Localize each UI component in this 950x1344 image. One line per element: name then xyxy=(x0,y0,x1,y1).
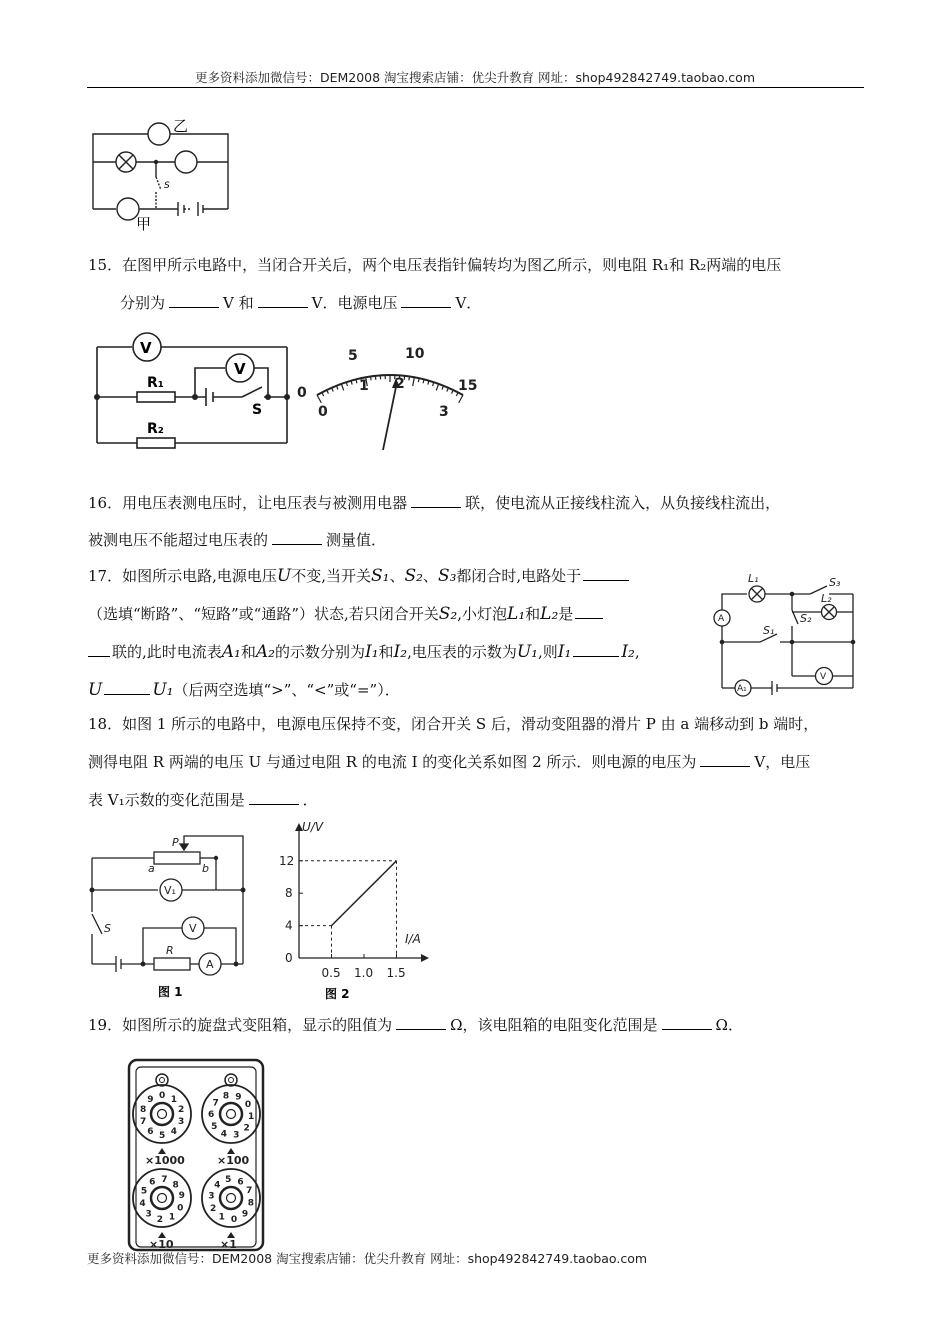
dial-tick xyxy=(317,395,321,403)
dial-tick xyxy=(371,376,372,380)
q15-line2: 分别为 V 和 V．电源电压 V． xyxy=(120,294,482,312)
q18-line1: 18．如图 1 所示的电路中，电源电压保持不变，闭合开关 S 后，滑动变阻器的滑片 P 由 a 端移动到 b 端时， xyxy=(88,715,819,733)
q19-blank-range[interactable] xyxy=(662,1015,712,1030)
dial-digit: 0 xyxy=(230,1214,238,1225)
dial-digit: 4 xyxy=(170,1127,178,1138)
dial-tick xyxy=(447,388,449,392)
fig14-label-s: S xyxy=(164,181,170,191)
fig15-r1-label: R₁ xyxy=(147,375,164,391)
dial-digit: 0 xyxy=(159,1091,166,1101)
fig14-label-jia: 甲 xyxy=(136,215,152,232)
q15-blank-r1[interactable] xyxy=(169,293,219,308)
fig14-label-yi: 乙 xyxy=(173,117,189,135)
fig15-circuit xyxy=(92,330,292,450)
dial-digit: 1 xyxy=(168,1212,176,1223)
fig18-r-label: R xyxy=(166,944,174,957)
q18-blank-source[interactable] xyxy=(700,752,750,767)
dial-digit: 9 xyxy=(235,1092,242,1103)
graph-xlabel: I/A xyxy=(405,932,421,946)
dial-100[interactable] xyxy=(202,1085,260,1143)
fig18-caption1: 图 1 xyxy=(158,985,183,999)
dial-tick xyxy=(341,384,343,391)
graph-data-line xyxy=(332,861,397,926)
fig17-l1-label: L₁ xyxy=(748,572,759,585)
dial-tick xyxy=(409,376,410,380)
dial-digit: 1 xyxy=(218,1212,225,1223)
dial-digit: 8 xyxy=(139,1104,147,1115)
dial-digit: 5 xyxy=(159,1131,166,1141)
dial-digit: 2 xyxy=(178,1104,185,1115)
graph-ylabel: U/V xyxy=(302,820,324,834)
dial-tick xyxy=(459,395,463,403)
q17-blank-connection-a[interactable] xyxy=(575,604,603,619)
fig15-s-label: S xyxy=(252,402,263,418)
dial-digit: 7 xyxy=(139,1117,147,1128)
fig18-ammeter-label: A xyxy=(206,958,214,971)
fig17-s2-label: S₂ xyxy=(800,612,812,625)
fig15-top-10: 10 xyxy=(405,346,425,362)
fig19-resistance-box xyxy=(127,1058,267,1253)
dial-digit: 8 xyxy=(247,1198,254,1209)
dial-digit: 3 xyxy=(178,1117,185,1128)
dial-digit: 6 xyxy=(149,1177,156,1188)
graph-ytick-8: 8 xyxy=(285,886,293,901)
fig15-top-15: 15 xyxy=(458,378,478,394)
fig15-bot-2: 2 xyxy=(395,376,405,392)
fig18-v1-label: V₁ xyxy=(164,884,176,897)
dial-multiplier-100: ×100 xyxy=(217,1154,250,1167)
fig17-s3-label: S₃ xyxy=(829,576,841,589)
q18-line3: 表 V₁示数的变化范围是 ． xyxy=(88,791,318,809)
q19-blank-value[interactable] xyxy=(396,1015,446,1030)
graph-xtick-1.0: 1.0 xyxy=(354,966,374,980)
fig17-v-label: V xyxy=(820,672,827,682)
dial-digit: 7 xyxy=(245,1186,253,1197)
dial-digit: 4 xyxy=(139,1198,146,1209)
dial-digit: 9 xyxy=(147,1094,154,1105)
fig18-v-label: V xyxy=(189,922,197,935)
dial-multiplier-10: ×10 xyxy=(149,1238,174,1251)
fig18-b-label: b xyxy=(202,862,209,875)
dial-tick xyxy=(413,377,415,386)
q15-blank-r2[interactable] xyxy=(258,293,308,308)
q17-blank-voltage-compare[interactable] xyxy=(104,680,150,695)
page-header: 更多资料添加微信号：DEM2008 淘宝搜索店铺：优尖升教育 网址：shop492842749.taobao.com xyxy=(194,70,756,85)
q17-line4: U U₁（后两空选填“>”、“<”或“=”）． xyxy=(88,680,400,700)
q16-line1: 16．用电压表测电压时，让电压表与被测用电器 联，使电流从正接线柱流入，从负接线柱流出， xyxy=(88,494,781,512)
q18-line2: 测得电阻 R 两端的电压 U 与通过电阻 R 的电流 I 的变化关系如图 2 所示．则电源的电压为 V，电压 xyxy=(88,753,811,771)
dial-digit: 7 xyxy=(161,1175,168,1186)
dial-digit: 2 xyxy=(210,1203,217,1214)
fig17-l2-label: L₂ xyxy=(821,592,832,605)
q17-blank-current-compare[interactable] xyxy=(573,642,619,657)
dial-tick xyxy=(322,392,324,396)
dial-1000[interactable] xyxy=(133,1085,191,1143)
graph-ytick-12: 12 xyxy=(279,853,295,868)
dial-digit: 1 xyxy=(247,1112,255,1123)
dial-tick xyxy=(327,390,329,394)
fig17-a2-label: A xyxy=(718,614,725,624)
fig18-p-label: P xyxy=(172,836,179,849)
fig18-a-label: a xyxy=(148,862,155,875)
fig15-top-0: 0 xyxy=(297,385,307,401)
header-rule xyxy=(87,87,864,88)
q17-line3: 联的,此时电流表A₁和A₂的示数分别为I₁和I₂,电压表的示数为U₁,则I₁ I₂, xyxy=(88,642,640,662)
dial-multiplier-1000: ×1000 xyxy=(145,1154,185,1167)
graph-ytick-0: 0 xyxy=(285,951,293,965)
dial-tick xyxy=(332,388,334,392)
fig15-bot-1: 1 xyxy=(359,378,369,394)
dial-digit: 7 xyxy=(212,1098,219,1109)
dial-digit: 8 xyxy=(172,1180,179,1191)
dial-tick xyxy=(418,378,419,382)
graph-xtick-0.5: 0.5 xyxy=(321,966,341,980)
dial-digit: 3 xyxy=(233,1130,240,1141)
dial-digit: 6 xyxy=(147,1127,154,1138)
fig18-caption2: 图 2 xyxy=(325,987,350,1001)
dial-digit: 2 xyxy=(243,1123,250,1134)
dial-digit: 1 xyxy=(170,1094,178,1105)
dial-digit: 0 xyxy=(177,1203,184,1214)
dial-digit: 3 xyxy=(145,1209,152,1220)
q16-blank-connection[interactable] xyxy=(411,493,461,508)
dial-digit: 9 xyxy=(241,1209,249,1220)
q17-blank-state[interactable] xyxy=(583,566,629,581)
q16-line2: 被测电压不能超过电压表的 测量值． xyxy=(88,531,387,549)
q17-line2: （选填“断路”、“短路”或“通路”）状态,若只闭合开关S₂,小灯泡L₁和L₂是 xyxy=(88,604,605,624)
dial-digit: 9 xyxy=(178,1191,185,1202)
dial-digit: 6 xyxy=(208,1109,215,1120)
dial-digit: 5 xyxy=(140,1186,148,1197)
dial-digit: 5 xyxy=(225,1175,232,1186)
fig18-graph xyxy=(275,815,435,1005)
fig17-circuit xyxy=(712,572,862,700)
fig18-s-label: S xyxy=(104,922,111,935)
fig15-top-5: 5 xyxy=(348,348,358,364)
fig15-v1-label: V xyxy=(140,339,152,357)
fig15-v2-label: V xyxy=(234,360,246,378)
graph-ytick-4: 4 xyxy=(285,918,293,933)
fig15-bot-3: 3 xyxy=(439,404,449,420)
dial-digit: 4 xyxy=(214,1180,221,1191)
page-footer: 更多资料添加微信号：DEM2008 淘宝搜索店铺：优尖升教育 网址：shop492842749.taobao.com xyxy=(87,1251,648,1266)
dial-tick xyxy=(436,384,438,391)
q15-line1: 15．在图甲所示电路中，当闭合开关后，两个电压表指针偏转均为图乙所示，则电阻 R₁和 R₂两端的电压 xyxy=(88,256,782,274)
q17-blank-connection-b[interactable] xyxy=(88,642,110,657)
q17-line1: 17．如图所示电路,电源电压U不变,当开关S₁、S₂、S₃都闭合时,电路处于 xyxy=(88,566,631,586)
q15-blank-source[interactable] xyxy=(401,293,451,308)
dial-digit: 5 xyxy=(211,1121,218,1132)
dial-tick xyxy=(452,390,454,394)
dial-digit: 3 xyxy=(208,1191,215,1202)
q16-blank-range[interactable] xyxy=(272,530,322,545)
q19-line1: 19．如图所示的旋盘式变阻箱，显示的阻值为 Ω，该电阻箱的电阻变化范围是 Ω． xyxy=(88,1016,743,1034)
dial-digit: 0 xyxy=(244,1100,252,1111)
dial-digit: 4 xyxy=(220,1129,228,1140)
fig15-bot-0: 0 xyxy=(318,404,328,420)
graph-xtick-1.5: 1.5 xyxy=(386,966,406,980)
dial-digit: 8 xyxy=(222,1091,230,1102)
dial-digit: 6 xyxy=(237,1177,244,1188)
q18-blank-range[interactable] xyxy=(249,790,299,805)
fig17-a1-label: A₁ xyxy=(737,684,747,694)
fig17-s1-label: S₁ xyxy=(763,624,775,637)
dial-multiplier-1: ×1 xyxy=(220,1238,237,1251)
fig15-r2-label: R₂ xyxy=(147,421,164,437)
fig18-circuit xyxy=(86,828,251,1003)
dial-1[interactable] xyxy=(202,1169,260,1227)
dial-10[interactable] xyxy=(133,1169,191,1227)
fig15-voltmeter-dial xyxy=(295,340,485,452)
fig14-circuit xyxy=(88,112,233,232)
dial-digit: 2 xyxy=(156,1214,163,1225)
